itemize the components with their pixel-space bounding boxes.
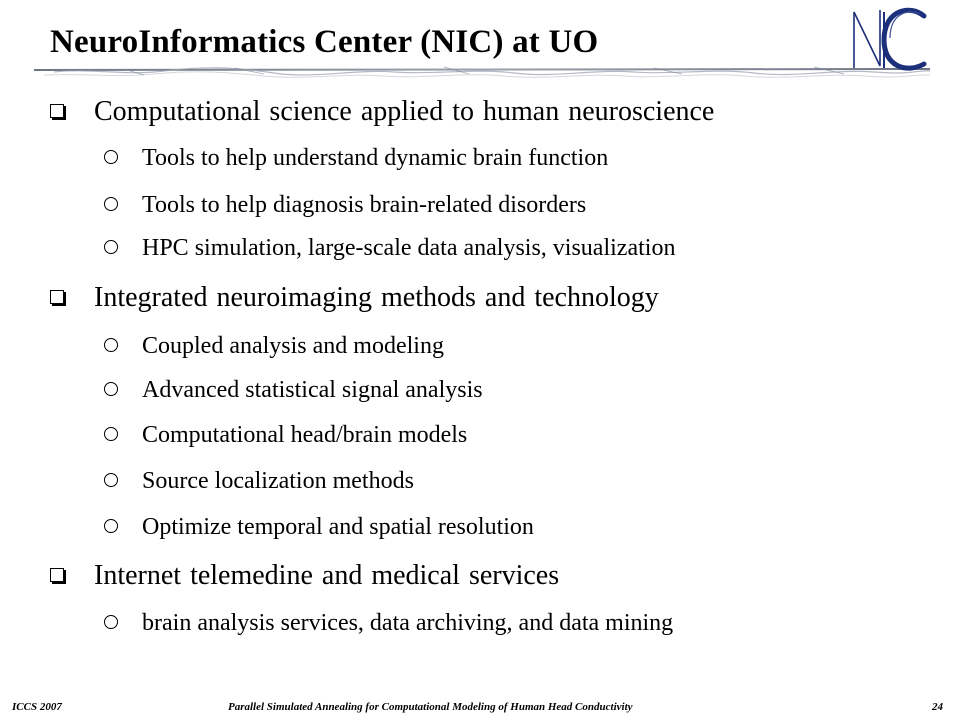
sub-list-item (104, 514, 534, 541)
nic-logo-icon (850, 6, 928, 72)
sub-list-item (104, 192, 586, 219)
circle-bullet-icon (104, 338, 118, 352)
sub-list-item-text: Tools to help understand dynamic brain function (142, 145, 609, 171)
circle-bullet-icon (104, 150, 118, 164)
sub-list-item (104, 377, 483, 404)
sub-list-item-text: Advanced statistical signal analysis (142, 377, 483, 403)
circle-bullet-icon (104, 519, 118, 533)
sub-list-item (104, 333, 444, 360)
slide-title: NeuroInformatics Center (NIC) at UO (50, 24, 599, 60)
square-bullet-icon (50, 568, 64, 582)
sub-list-item-text: HPC simulation, large-scale data analysis, visualization (142, 235, 676, 261)
sub-list-item (104, 610, 673, 637)
sub-list-item (104, 468, 414, 495)
sub-list-item-text: Tools to help diagnosis brain-related disorders (142, 192, 587, 218)
footer-conference: ICCS 2007 (12, 701, 62, 713)
list-item (50, 282, 659, 314)
circle-bullet-icon (104, 427, 118, 441)
list-item-text: Internet telemedine and medical services (94, 560, 560, 591)
square-bullet-icon (50, 104, 64, 118)
sub-list-item-text: brain analysis services, data archiving, and data mining (142, 610, 674, 636)
square-bullet-icon (50, 290, 64, 304)
sub-list-item (104, 235, 675, 262)
sub-list-item-text: Coupled analysis and modeling (142, 333, 444, 359)
circle-bullet-icon (104, 615, 118, 629)
circle-bullet-icon (104, 240, 118, 254)
list-item (50, 96, 714, 128)
title-rule (34, 64, 930, 82)
list-item-text: Computational science applied to human neuroscience (94, 96, 715, 127)
sub-list-item-text: Computational head/brain models (142, 422, 468, 448)
sub-list-item (104, 422, 467, 449)
list-item-text: Integrated neuroimaging methods and technology (94, 282, 659, 313)
page-number: 24 (932, 701, 943, 713)
sub-list-item (104, 145, 608, 172)
footer-title: Parallel Simulated Annealing for Computational Modeling of Human Head Conductivity (228, 701, 633, 713)
circle-bullet-icon (104, 473, 118, 487)
circle-bullet-icon (104, 197, 118, 211)
sub-list-item-text: Optimize temporal and spatial resolution (142, 514, 534, 540)
sub-list-item-text: Source localization methods (142, 468, 414, 494)
circle-bullet-icon (104, 382, 118, 396)
list-item (50, 560, 559, 592)
